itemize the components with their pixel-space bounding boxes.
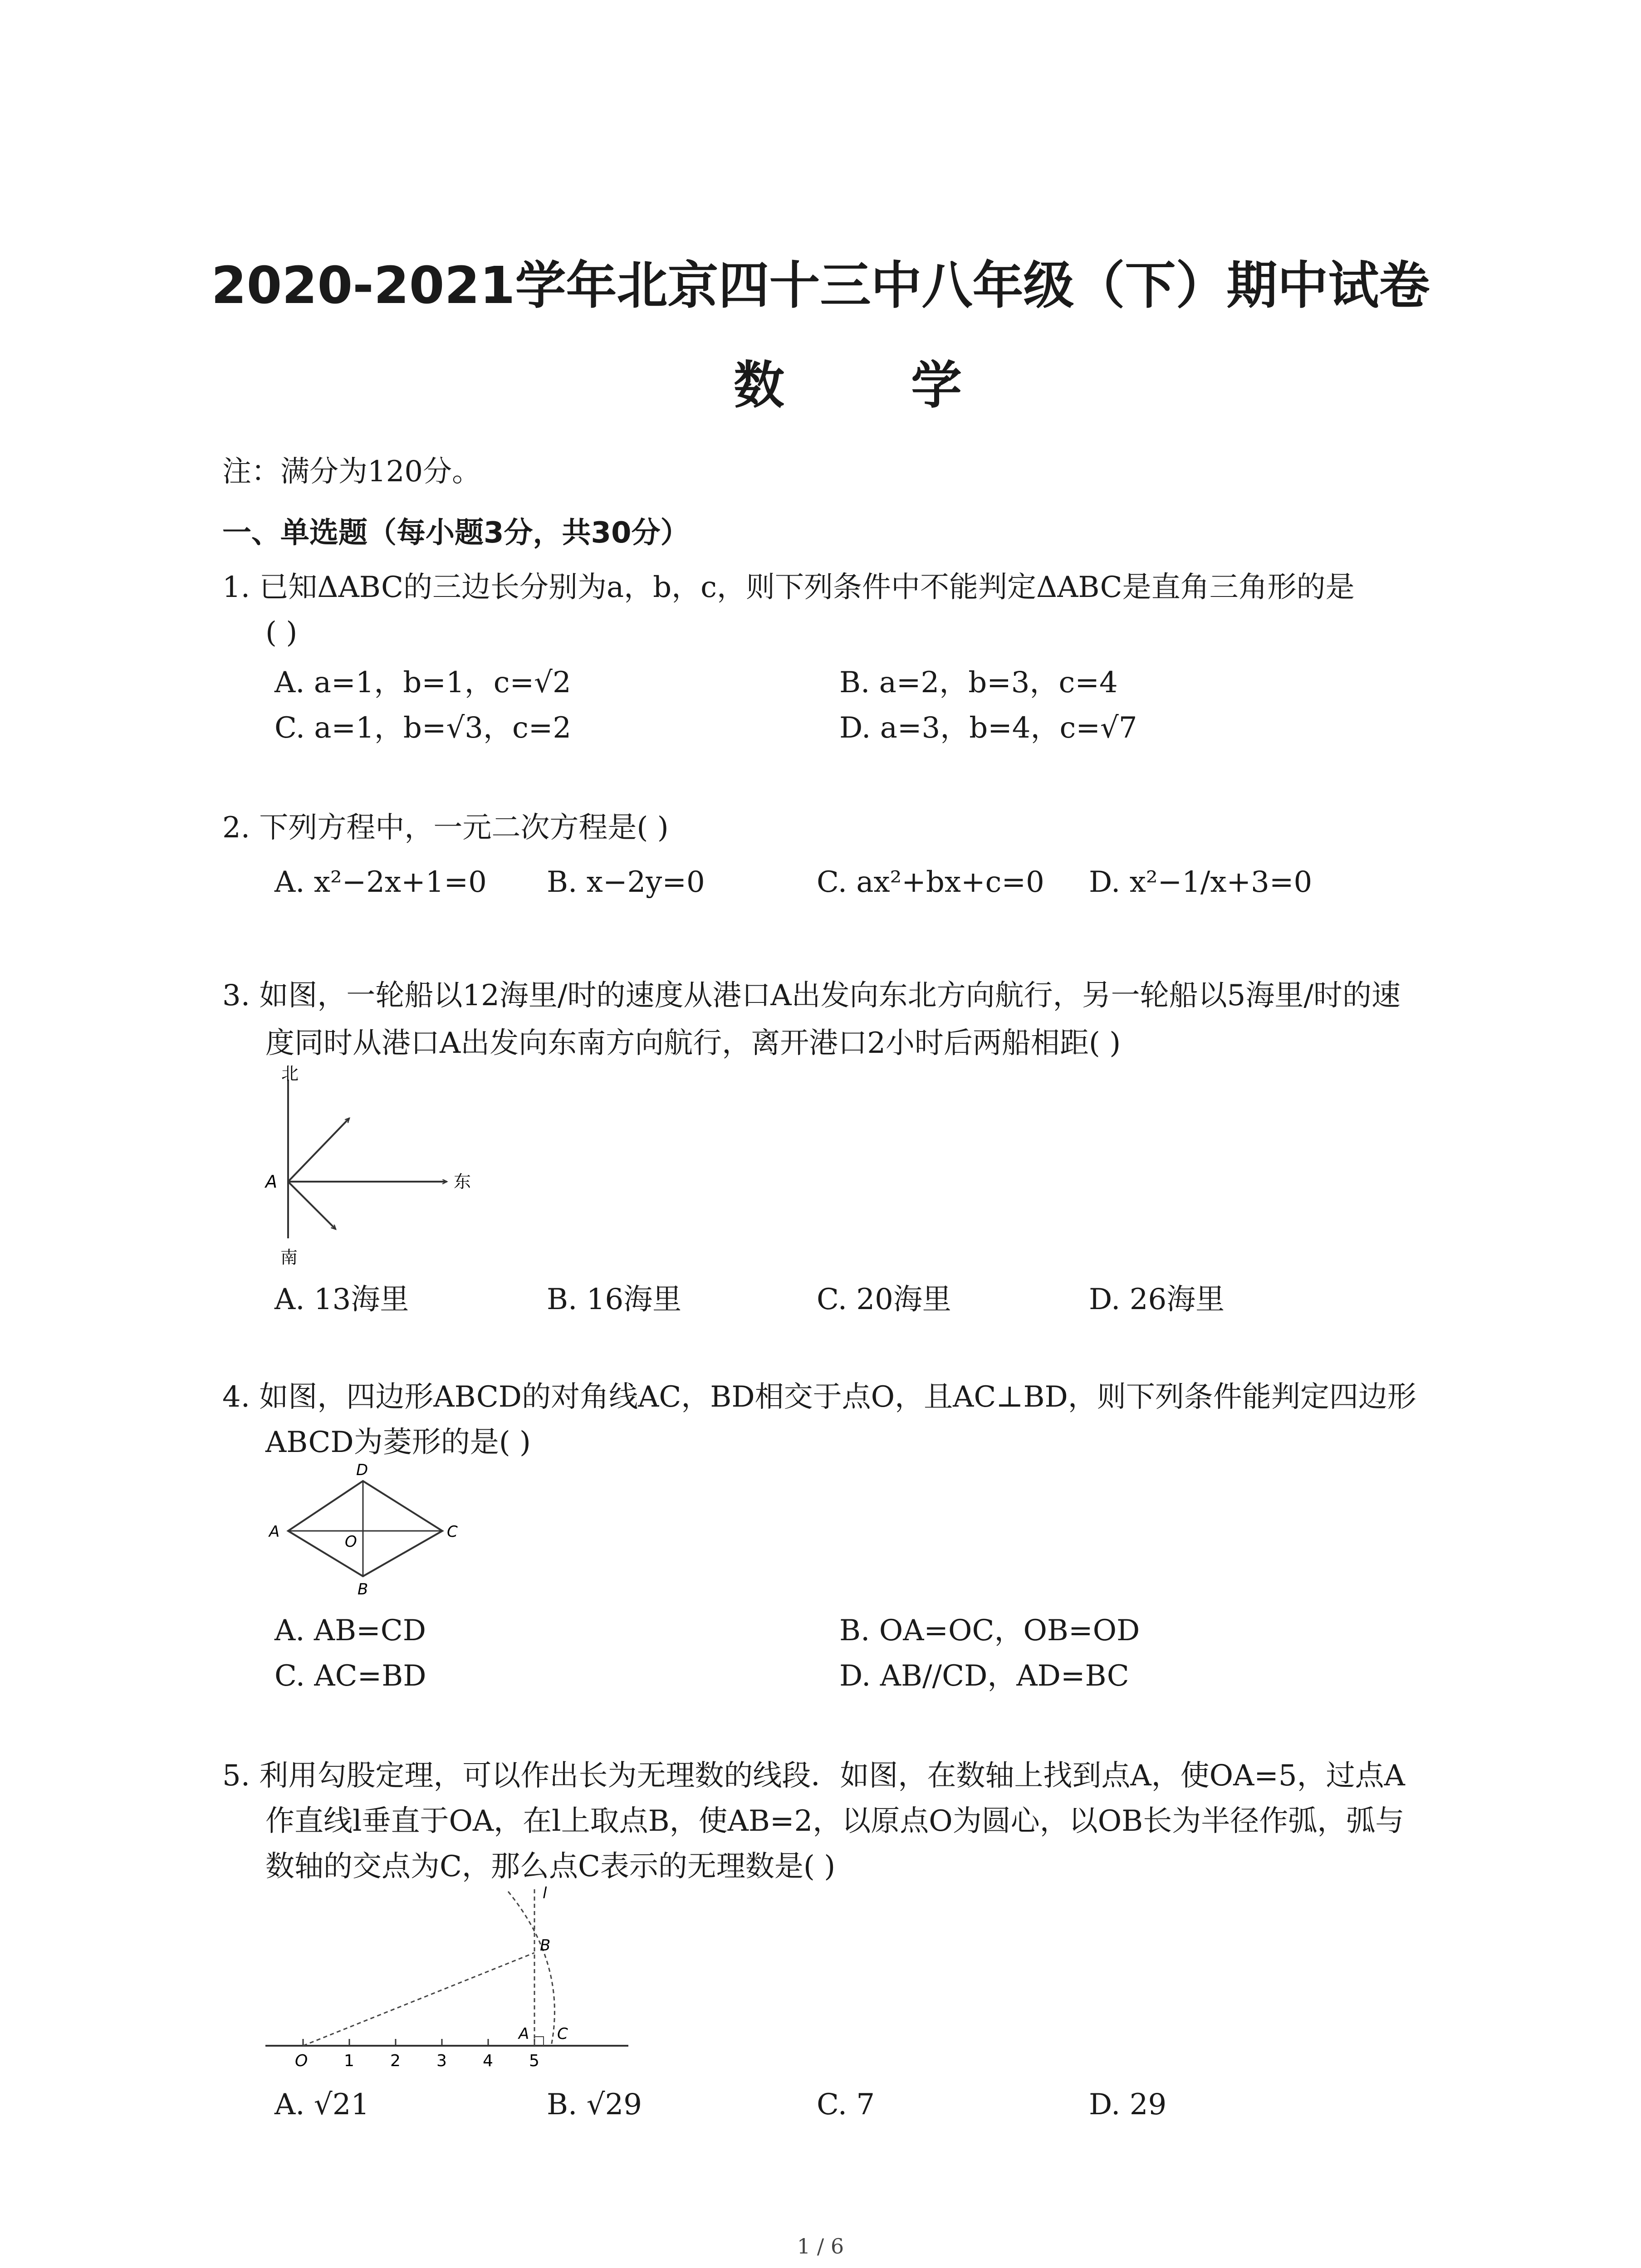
q1-stem: 1. 已知ΔABC的三边长分别为a，b，c，则下列条件中不能判定ΔABC是直角三角形的是 (222, 571, 1355, 604)
tick-label-3: 3 (436, 2052, 447, 2070)
q4-option-a[interactable]: A. AB=CD (274, 1614, 426, 1647)
point-b-label: B (540, 1936, 551, 1955)
q5-stem-line2: 作直线l垂直于OA，在l上取点B，使AB=2，以原点O为圆心，以OB长为半径作弧，弧与 (265, 1804, 1405, 1838)
southeast-route (288, 1182, 336, 1229)
q3-stem-line1: 3. 如图，一轮船以12海里/时的速度从港口A出发向东北方向航行，另一轮船以5海里/时的速 (222, 979, 1401, 1012)
q5-number-line-figure (254, 1882, 640, 2077)
line-l-label: l (543, 1884, 547, 1902)
q4-rhombus-figure (265, 1461, 474, 1606)
q4-option-b[interactable]: B. OA=OC，OB=OD (839, 1614, 1140, 1647)
tick-label-2: 2 (390, 2052, 401, 2070)
vertex-b: B (358, 1580, 368, 1598)
q5-stem-line3: 数轴的交点为C，那么点C表示的无理数是( ) (265, 1850, 836, 1883)
point-a-label: A (519, 2025, 529, 2043)
q5-option-d[interactable]: D. 29 (1089, 2088, 1167, 2121)
q3-option-c[interactable]: C. 20海里 (817, 1283, 951, 1316)
q2-stem: 2. 下列方程中，一元二次方程是( ) (222, 811, 669, 845)
tick-label-4: 4 (483, 2052, 493, 2070)
q5-option-b[interactable]: B. √29 (547, 2088, 642, 2121)
score-note: 注：满分为120分。 (222, 455, 481, 489)
vertex-a: A (269, 1523, 280, 1541)
q5-option-c[interactable]: C. 7 (817, 2088, 875, 2121)
point-c-label: C (557, 2025, 568, 2043)
q1-option-d[interactable]: D. a=3，b=4，c=√7 (839, 711, 1137, 745)
page-number: 1 / 6 (797, 2234, 844, 2258)
q1-stem-blank: ( ) (265, 616, 298, 650)
axis-ticks (303, 2039, 534, 2046)
section-heading: 一、单选题（每小题3分，共30分） (222, 516, 690, 550)
center-o: O (345, 1533, 357, 1551)
vertex-c: C (447, 1523, 458, 1541)
q3-option-d[interactable]: D. 26海里 (1089, 1283, 1225, 1316)
tick-label-o: O (295, 2052, 308, 2070)
arc-ob-radius (508, 1892, 554, 2046)
right-angle-mark (534, 2037, 544, 2046)
q4-option-c[interactable]: C. AC=BD (274, 1659, 426, 1693)
q1-option-b[interactable]: B. a=2，b=3，c=4 (839, 666, 1118, 699)
q3-option-b[interactable]: B. 16海里 (547, 1283, 682, 1316)
q4-stem-line1: 4. 如图，四边形ABCD的对角线AC，BD相交于点O，且AC⊥BD，则下列条件能判定四边形 (222, 1380, 1416, 1414)
segment-ob (303, 1953, 534, 2046)
q3-compass-figure (254, 1061, 508, 1270)
label-origin: A (265, 1172, 277, 1192)
q2-option-b[interactable]: B. x−2y=0 (547, 865, 705, 899)
q1-option-c[interactable]: C. a=1，b=√3，c=2 (274, 711, 572, 745)
q1-option-a[interactable]: A. a=1，b=1，c=√2 (274, 666, 571, 699)
q4-stem-line2: ABCD为菱形的是( ) (265, 1426, 531, 1459)
exam-title: 2020-2021学年北京四十三中八年级（下）期中试卷 (211, 256, 1430, 315)
q2-option-c[interactable]: C. ax²+bx+c=0 (817, 865, 1044, 899)
q3-option-a[interactable]: A. 13海里 (274, 1283, 409, 1316)
northeast-route (288, 1118, 349, 1182)
q5-option-a[interactable]: A. √21 (274, 2088, 370, 2121)
q5-stem-line1: 5. 利用勾股定理，可以作出长为无理数的线段．如图，在数轴上找到点A，使OA=5，过点A (222, 1759, 1405, 1793)
subject-title: 数 学 (734, 356, 1016, 415)
q2-option-a[interactable]: A. x²−2x+1=0 (274, 865, 487, 899)
q3-stem-line2: 度同时从港口A出发向东南方向航行，离开港口2小时后两船相距( ) (265, 1026, 1121, 1060)
label-south: 南 (280, 1247, 298, 1267)
tick-label-5: 5 (529, 2052, 539, 2070)
q2-option-d[interactable]: D. x²−1/x+3=0 (1089, 865, 1313, 899)
q4-option-d[interactable]: D. AB//CD，AD=BC (839, 1659, 1129, 1693)
label-east: 东 (454, 1172, 471, 1192)
label-north: 北 (281, 1064, 299, 1084)
rhombus-abcd (288, 1481, 442, 1576)
vertex-d: D (356, 1461, 368, 1479)
tick-label-1: 1 (344, 2052, 354, 2070)
